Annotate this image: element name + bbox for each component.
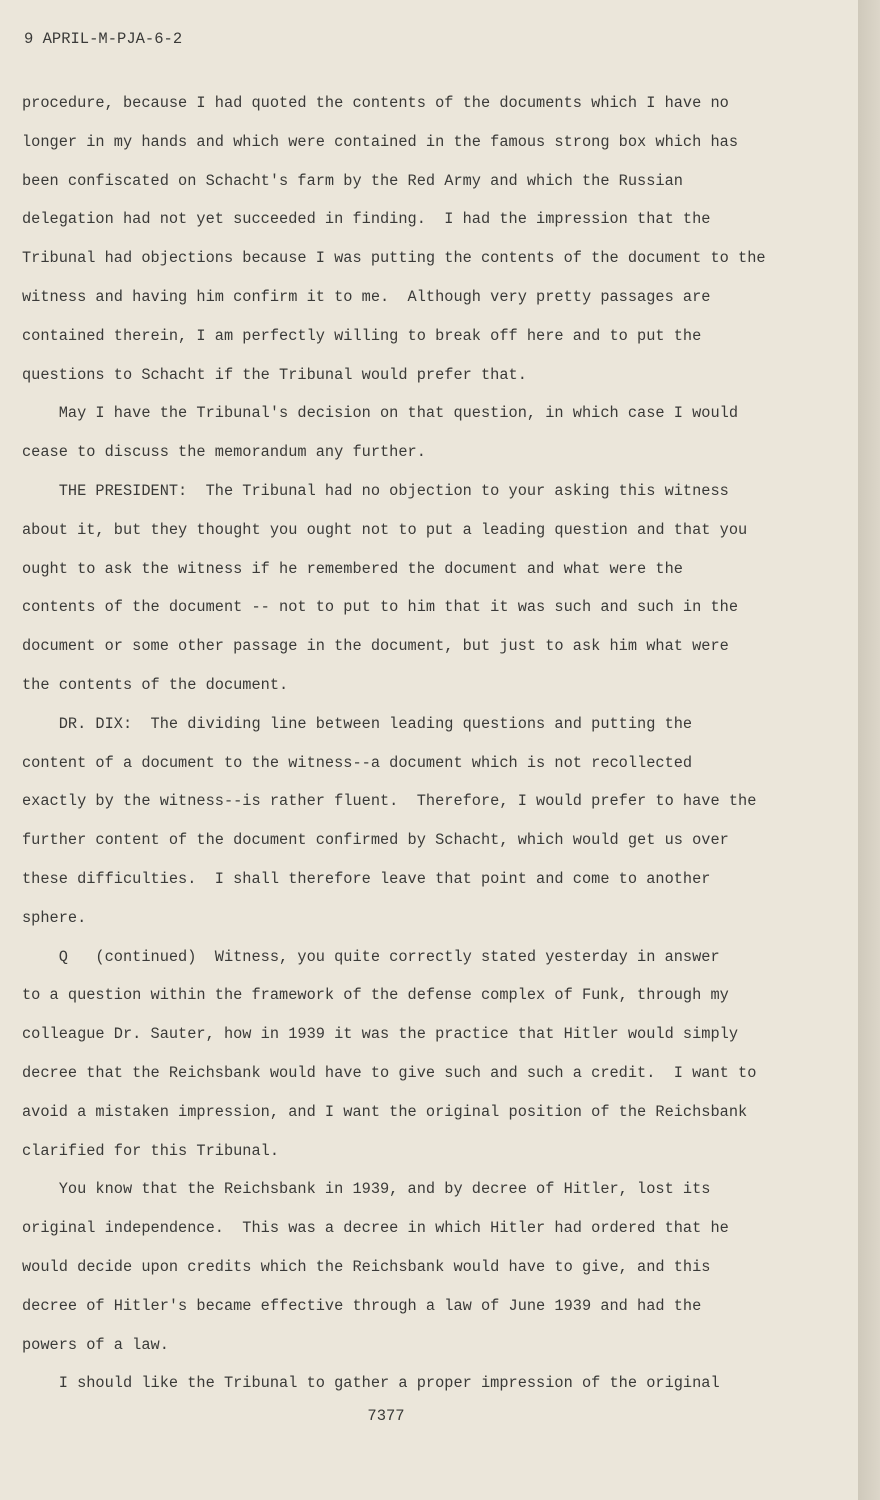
text-line: ought to ask the witness if he remembered the document and what were the (22, 559, 683, 578)
text-line: powers of a law. (22, 1335, 169, 1354)
text-line: Q (continued) Witness, you quite correctly stated yesterday in answer (22, 947, 720, 966)
text-line: colleague Dr. Sauter, how in 1939 it was the practice that Hitler would simply (22, 1025, 739, 1044)
text-line: longer in my hands and which were contained in the famous strong box which has (22, 132, 739, 151)
text-line: contained therein, I am perfectly willing to break off here and to put the (22, 326, 702, 345)
text-line: THE PRESIDENT: The Tribunal had no objection to your asking this witness (22, 481, 729, 500)
text-line: May I have the Tribunal's decision on that question, in which case I would (22, 404, 739, 423)
text-line: about it, but they thought you ought not to put a leading question and that you (22, 520, 748, 539)
text-line: content of a document to the witness--a document which is not recollected (22, 753, 693, 772)
text-line: decree that the Reichsbank would have to give such and such a credit. I want to (22, 1063, 757, 1082)
text-line: You know that the Reichsbank in 1939, and by decree of Hitler, lost its (22, 1180, 711, 1199)
page-edge (858, 0, 880, 1500)
text-line: document or some other passage in the document, but just to ask him what were (22, 637, 729, 656)
transcript-body (22, 84, 822, 1403)
document-reference: 9 APRIL-M-PJA-6-2 (24, 30, 183, 48)
text-line: procedure, because I had quoted the contents of the documents which I have no (22, 94, 729, 112)
text-line: sphere. (22, 908, 87, 927)
text-line: avoid a mistaken impression, and I want the original position of the Reichsbank (22, 1102, 748, 1121)
text-line: witness and having him confirm it to me. Although very pretty passages are (22, 287, 711, 306)
text-line: these difficulties. I shall therefore leave that point and come to another (22, 869, 711, 888)
text-line: I should like the Tribunal to gather a proper impression of the original (22, 1374, 720, 1393)
text-line: been confiscated on Schacht's farm by the Red Army and which the Russian (22, 171, 683, 190)
text-line: would decide upon credits which the Reichsbank would have to give, and this (22, 1257, 711, 1276)
text-line: to a question within the framework of the defense complex of Funk, through my (22, 986, 729, 1005)
text-line: Tribunal had objections because I was putting the contents of the document to the (22, 249, 766, 268)
text-line: the contents of the document. (22, 675, 289, 694)
text-line: further content of the document confirmed by Schacht, which would get us over (22, 831, 729, 850)
text-line: exactly by the witness--is rather fluent. Therefore, I would prefer to have the (22, 792, 757, 811)
text-line: delegation had not yet succeeded in finding. I had the impression that the (22, 210, 711, 229)
text-line: contents of the document -- not to put to him that it was such and such in the (22, 598, 739, 617)
text-line: cease to discuss the memorandum any further. (22, 443, 426, 462)
text-line: DR. DIX: The dividing line between leading questions and putting the (22, 714, 693, 733)
text-line: clarified for this Tribunal. (22, 1141, 280, 1160)
text-line: decree of Hitler's became effective through a law of June 1939 and had the (22, 1296, 702, 1315)
text-line: original independence. This was a decree in which Hitler had ordered that he (22, 1219, 729, 1238)
text-line: questions to Schacht if the Tribunal would prefer that. (22, 365, 527, 384)
page-number: 7377 (367, 1407, 405, 1425)
